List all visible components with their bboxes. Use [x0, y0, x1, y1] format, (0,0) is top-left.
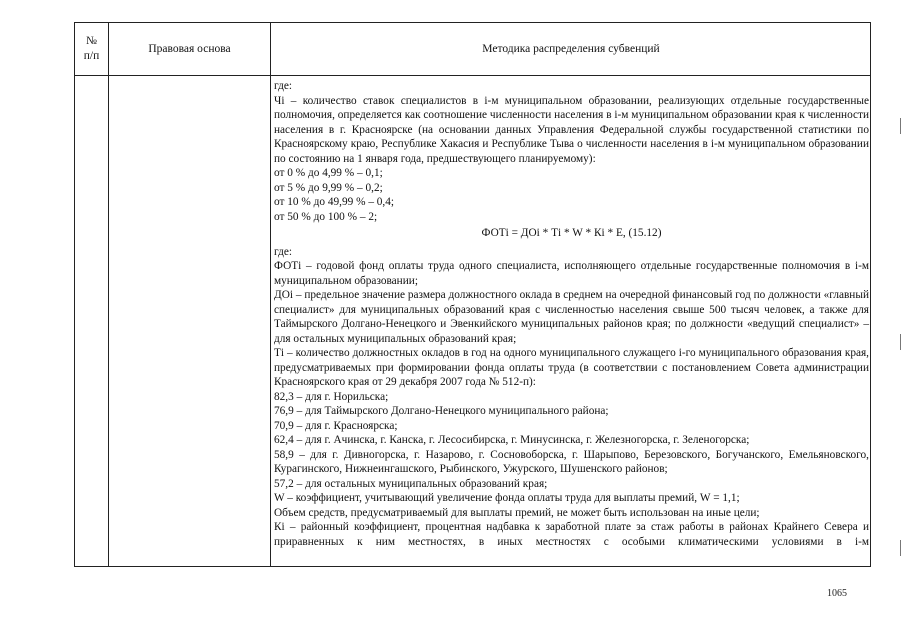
methodology-text-cell — [274, 79, 869, 549]
text-paragraph: Кi – районный коэффициент, процентная надбавка к заработной плате за стаж работы в районах Крайнего Севера и приравненных к ним местностях, в иных местностях с особыми климатическими условиями в i-м — [274, 521, 869, 548]
header-number-cell — [75, 23, 108, 75]
text-paragraph: от 5 % до 9,99 % – 0,2; — [274, 181, 383, 194]
text-paragraph: ДОi – предельное значение размера должностного оклада в среднем на очередной финансовый год по должности «главный специалист» для муниципальных образований края с численностью населения свыше 500 тысяч человек, а также для Таймырского Долгано-Ненецкого и Эвенкийского муниципальных районов края; по должности «ведущий специалист» – для остальных муниципальных образований края; — [274, 289, 869, 345]
header-methodology — [271, 23, 871, 75]
text-paragraph: от 10 % до 49,99 % – 0,4; — [274, 196, 395, 208]
header-divider — [75, 75, 870, 76]
text-paragraph: 62,4 – для г. Ачинска, г. Канска, г. Лесосибирска, г. Минусинска, г. Железногорска, г. Зеленогорска; — [274, 434, 750, 446]
text-paragraph: 70,9 – для г. Красноярска; — [274, 419, 398, 432]
text-paragraph: 76,9 – для Таймырского Долгано-Ненецкого муниципального района; — [274, 405, 609, 417]
text-paragraph: где: — [274, 80, 292, 92]
text-paragraph: Объем средств, предусматриваемый для выплаты премий, не может быть использован на иные цели; — [274, 506, 760, 519]
page-number: 1065 — [827, 588, 847, 599]
text-paragraph: от 0 % до 4,99 % – 0,1; — [274, 167, 383, 179]
header-number-symbol: № — [86, 35, 97, 47]
column-divider — [108, 23, 109, 566]
scan-edge-mark — [900, 540, 901, 556]
header-legal-basis-label: Правовая основа — [148, 42, 231, 55]
column-divider — [270, 23, 271, 566]
text-paragraph: W – коэффициент, учитывающий увеличение фонда оплаты труда для выплаты премий, W = 1,1; — [274, 492, 740, 504]
scan-edge-mark — [900, 334, 901, 350]
text-paragraph: 58,9 – для г. Дивногорска, г. Назарово, г. Сосновоборска, г. Шарыпово, Березовского, Богучанского, Емельяновского, Курагинского, Нижнеингашского, Рыбинского, Ужурского, Шушенского районов; — [274, 448, 869, 475]
text-paragraph: Чi – количество ставок специалистов в i-м муниципальном образовании, реализующих отдельные государственные полномочия, определяется как соотношение численности населения в i-м муниципальном образовании края к численности населения в г. Красноярске (на основании данных Управления Федеральной службы государственной статистики по Красноярскому краю, Республике Хакасия и Республике Тыва о численности населения в i-м муниципальном образовании по состоянию на 1 января года, предшествующего планируемому): — [274, 94, 869, 165]
header-legal-basis — [109, 23, 270, 75]
header-number-abbr: п/п — [83, 50, 100, 62]
text-paragraph: ФОТi – годовой фонд оплаты труда одного специалиста, исполняющего отдельные государственные полномочия в i-м муниципальном образовании; — [274, 260, 869, 287]
header-methodology-label: Методика распределения субвенций — [482, 42, 660, 55]
text-paragraph: где: — [274, 245, 292, 258]
text-paragraph: 82,3 – для г. Норильска; — [274, 390, 389, 403]
text-paragraph: 57,2 – для остальных муниципальных образований края; — [274, 477, 548, 490]
scan-edge-mark — [900, 118, 901, 134]
text-paragraph: Тi – количество должностных окладов в год на одного муниципального служащего i-го муниципального образования края, предусматриваемых при формировании фонда оплаты труда (в соответствии с постановлением Совета администрации Красноярского края от 29 декабря 2007 года № 512-п): — [274, 347, 869, 388]
formula-line: ФОТi = ДОi * Тi * W * Кi * Е, (15.12) — [481, 227, 662, 239]
text-paragraph: от 50 % до 100 % – 2; — [274, 210, 378, 223]
document-table — [74, 22, 871, 567]
